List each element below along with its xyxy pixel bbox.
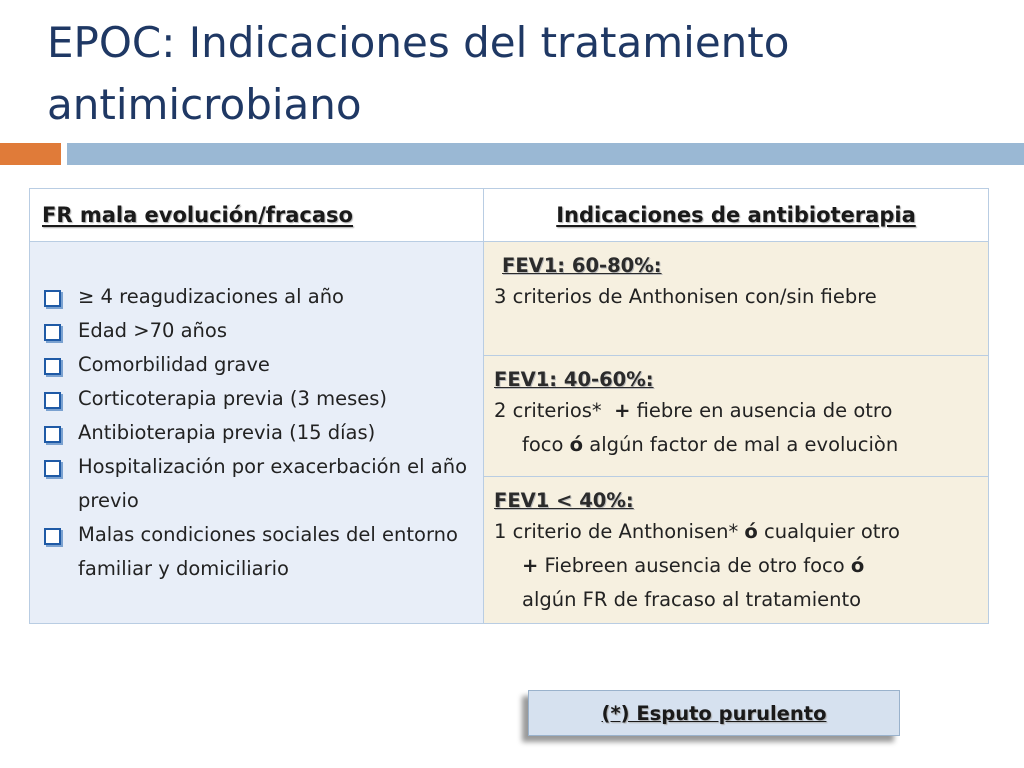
checkbox-bullet-icon — [44, 392, 61, 409]
slide-title: EPOC: Indicaciones del tratamiento antimicrobiano — [47, 18, 790, 129]
footnote-box: (*) Esputo purulento — [528, 690, 900, 736]
indication-fev1-40-60 — [484, 356, 989, 477]
checkbox-bullet-icon — [44, 324, 61, 341]
or-symbol: ó — [744, 520, 758, 543]
indication-text: 3 criterios de Anthonisen con/sin fiebre — [494, 285, 877, 308]
indication-line: 2 criterios* + fiebre en ausencia de otro — [494, 399, 893, 422]
checkbox-bullet-icon — [44, 290, 61, 307]
indication-line: 1 criterio de Anthonisen* ó cualquier otro — [494, 520, 900, 543]
header-risk-factors: FR mala evolución/fracaso — [30, 189, 484, 242]
indication-fev1-lt-40 — [484, 477, 989, 624]
list-item: Malas condiciones sociales del entorno familiar y domiciliario — [44, 518, 475, 586]
fev-heading: FEV1 < 40%: — [494, 489, 634, 512]
plus-symbol: + — [614, 399, 631, 422]
checkbox-bullet-icon — [44, 460, 61, 477]
checkbox-bullet-icon — [44, 528, 61, 545]
list-item: ≥ 4 reagudizaciones al año — [44, 280, 475, 314]
list-item: Comorbilidad grave — [44, 348, 475, 382]
list-item: Edad >70 años — [44, 314, 475, 348]
fev-heading: FEV1: 40-60%: — [494, 368, 654, 391]
or-symbol: ó — [569, 433, 584, 456]
indication-fev1-60-80 — [484, 242, 989, 356]
checkbox-bullet-icon — [44, 358, 61, 375]
list-item: Antibioterapia previa (15 días) — [44, 416, 475, 450]
accent-bar-orange — [0, 143, 61, 165]
risk-factor-list — [44, 280, 475, 586]
or-symbol: ó — [850, 554, 865, 577]
table-row — [30, 242, 989, 356]
indications-table — [29, 188, 989, 624]
table-header-row — [30, 189, 989, 242]
indication-line: algún FR de fracaso al tratamiento — [522, 588, 862, 611]
header-indications: Indicaciones de antibioterapia — [484, 189, 989, 242]
checkbox-bullet-icon — [44, 426, 61, 443]
indication-line: + Fiebreen ausencia de otro foco ó — [522, 554, 865, 577]
fev-heading: FEV1: 60-80%: — [502, 254, 662, 277]
list-item: Hospitalización por exacerbación el año previo — [44, 450, 475, 518]
list-item: Corticoterapia previa (3 meses) — [44, 382, 475, 416]
risk-factors-cell — [30, 242, 484, 624]
plus-symbol: + — [522, 554, 539, 577]
accent-bar-blue — [67, 143, 1024, 165]
indication-line: foco ó algún factor de mal a evoluciòn — [522, 433, 899, 456]
